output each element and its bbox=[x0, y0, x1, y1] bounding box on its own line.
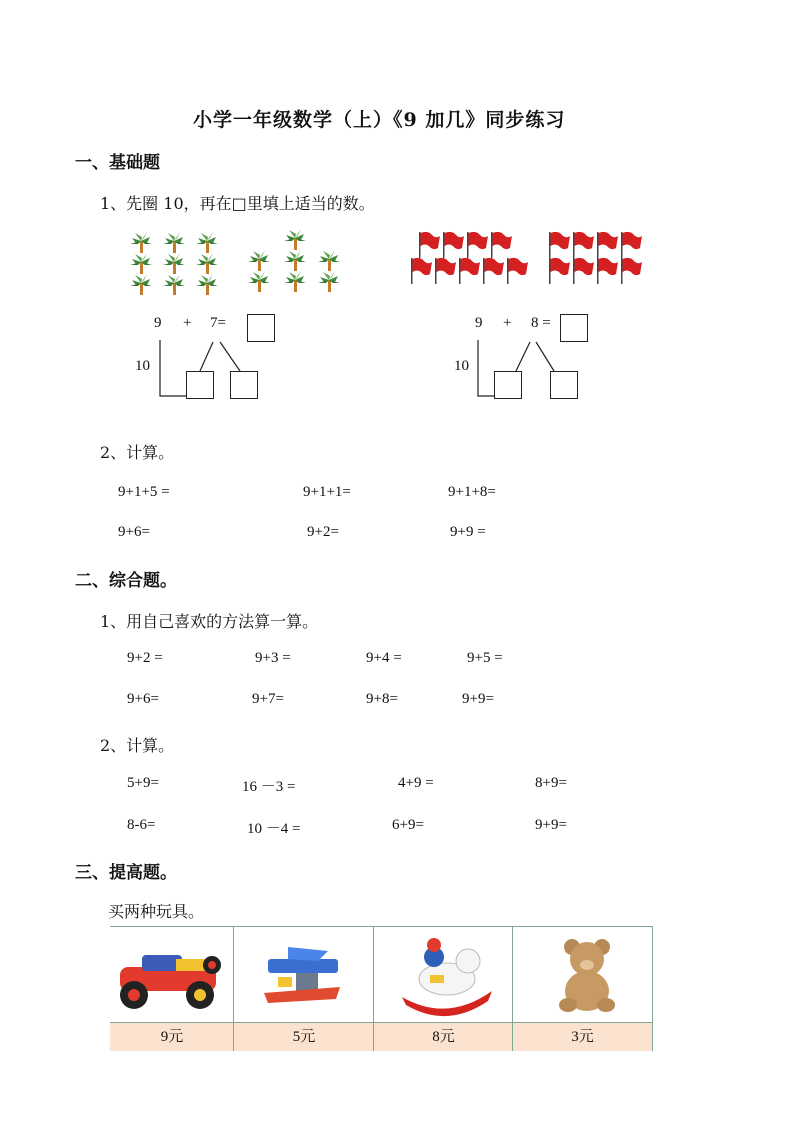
tree-icon bbox=[284, 271, 306, 292]
flag-icon bbox=[597, 258, 618, 284]
tree-icon bbox=[196, 274, 218, 295]
page-title: 小学一年级数学（上）《9 加几》同步练习 bbox=[193, 109, 566, 131]
expr: 9+1+1= bbox=[303, 484, 351, 500]
expr: 9+8= bbox=[366, 691, 398, 707]
tree-icon bbox=[130, 274, 152, 295]
flag-icon bbox=[467, 232, 488, 258]
tree-icon bbox=[163, 274, 185, 295]
flag-icon bbox=[549, 258, 570, 284]
expr: 16 －3 = bbox=[242, 779, 296, 795]
tree-icon bbox=[284, 250, 306, 271]
tree-icon bbox=[284, 229, 306, 250]
expr: 9+7= bbox=[252, 691, 284, 707]
toy-table bbox=[110, 926, 653, 1051]
expr: 8-6= bbox=[127, 817, 156, 833]
expr: 9+9= bbox=[462, 691, 494, 707]
flag-icon bbox=[411, 258, 432, 284]
question-buy-two-toys: 买两种玩具。 bbox=[108, 902, 205, 921]
toy-price: 8元 bbox=[432, 1029, 455, 1045]
toy-car-icon bbox=[112, 937, 230, 1017]
answer-box-right-part1[interactable] bbox=[494, 371, 522, 399]
flag-icon bbox=[435, 258, 456, 284]
flag-icon bbox=[459, 258, 480, 284]
flag-icon bbox=[419, 232, 440, 258]
trees-group-left bbox=[126, 226, 356, 294]
eq-right-op: + bbox=[503, 315, 512, 331]
tree-icon bbox=[248, 271, 270, 292]
flag-icon bbox=[573, 258, 594, 284]
eq-left-b: 7= bbox=[210, 315, 226, 331]
toy-price: 5元 bbox=[292, 1029, 316, 1045]
expr: 9+2= bbox=[307, 524, 339, 540]
flags-group bbox=[408, 226, 648, 294]
tree-icon bbox=[248, 250, 270, 271]
expr: 5+9= bbox=[127, 775, 159, 791]
tree-icon bbox=[163, 253, 185, 274]
eq-left-op: + bbox=[183, 315, 192, 331]
tree-icon bbox=[130, 253, 152, 274]
teddy-bear-icon bbox=[548, 933, 628, 1017]
toy-price: 9元 bbox=[160, 1029, 184, 1045]
tree-icon bbox=[163, 232, 185, 253]
answer-box-left-part1[interactable] bbox=[186, 371, 214, 399]
expr: 10 －4 = bbox=[247, 821, 301, 837]
section-combined-heading: 二、综合题。 bbox=[75, 571, 177, 591]
flag-icon bbox=[621, 232, 642, 258]
flag-icon bbox=[597, 232, 618, 258]
toy-price: 3元 bbox=[571, 1029, 594, 1045]
answer-box-right-sum[interactable] bbox=[560, 314, 588, 342]
answer-box-right-part2[interactable] bbox=[550, 371, 578, 399]
question-favorite-method: 1、用自己喜欢的方法算一算。 bbox=[100, 612, 319, 631]
expr: 8+9= bbox=[535, 775, 567, 791]
flag-icon bbox=[491, 232, 512, 258]
expr: 9+2 = bbox=[127, 650, 163, 666]
expr: 9+1+8= bbox=[448, 484, 496, 500]
eq-right-ten: 10 bbox=[454, 358, 469, 374]
tree-icon bbox=[130, 232, 152, 253]
tree-icon bbox=[196, 232, 218, 253]
tree-icon bbox=[196, 253, 218, 274]
expr: 9+9 = bbox=[450, 524, 486, 540]
expr: 9+9= bbox=[535, 817, 567, 833]
flag-icon bbox=[507, 258, 528, 284]
section-basic-heading: 一、基础题 bbox=[75, 153, 160, 173]
section-advanced-heading: 三、提高题。 bbox=[75, 863, 177, 883]
question-circle-ten: 1、先圈 10，再在□里填上适当的数。 bbox=[100, 194, 375, 213]
expr: 4+9 = bbox=[398, 775, 434, 791]
flag-icon bbox=[621, 258, 642, 284]
eq-right-b: 8 = bbox=[531, 315, 551, 331]
expr: 9+5 = bbox=[467, 650, 503, 666]
answer-box-left-sum[interactable] bbox=[247, 314, 275, 342]
answer-box-left-part2[interactable] bbox=[230, 371, 258, 399]
expr: 9+6= bbox=[127, 691, 159, 707]
flag-icon bbox=[483, 258, 504, 284]
toy-robot-plane-icon bbox=[248, 937, 358, 1017]
tree-icon bbox=[318, 250, 340, 271]
rocking-horse-icon bbox=[392, 931, 502, 1019]
expr: 9+1+5 = bbox=[118, 484, 170, 500]
flag-icon bbox=[443, 232, 464, 258]
eq-left-ten: 10 bbox=[135, 358, 150, 374]
question-calculate-combined: 2、计算。 bbox=[100, 736, 175, 755]
flag-icon bbox=[573, 232, 594, 258]
expr: 9+4 = bbox=[366, 650, 402, 666]
expr: 9+6= bbox=[118, 524, 150, 540]
expr: 9+3 = bbox=[255, 650, 291, 666]
question-calculate-basic: 2、计算。 bbox=[100, 443, 175, 462]
flag-icon bbox=[549, 232, 570, 258]
eq-left-a: 9 bbox=[154, 315, 162, 331]
eq-right-a: 9 bbox=[475, 315, 483, 331]
tree-icon bbox=[318, 271, 340, 292]
expr: 6+9= bbox=[392, 817, 424, 833]
